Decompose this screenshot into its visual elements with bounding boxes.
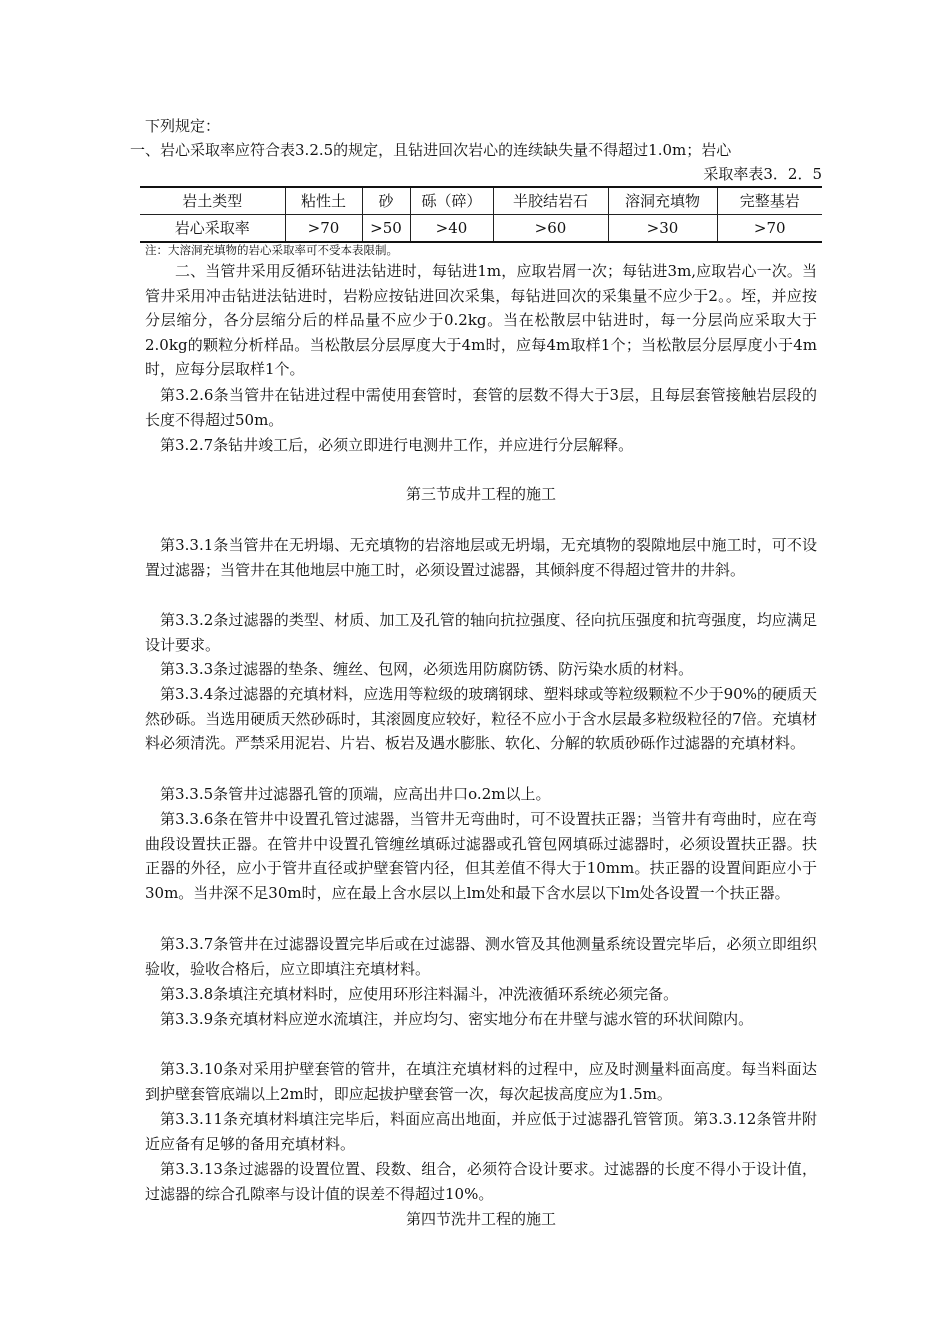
clause-3-3-7: 第3.3.7条管井在过滤器设置完毕后或在过滤器、测水管及其他测量系统设置完毕后，必须立即组织验收，验收合格后，应立即填注充填材料。 [145,935,817,978]
clause-3-3-5: 第3.3.5条管井过滤器孔管的顶端，应高出井口o.2m以上。 [160,785,551,803]
item-2-paragraph: 二、当管井采用反循环钻进法钻进时，每钻进1m，应取岩屑一次；每钻进3m,应取岩心一次。当管井采用冲击钻进法钻进时，岩粉应按钻进回次采集，每钻进回次的采集量不应少于2。。垤，并应按分层缩分，各分层缩分后的样品量不应少于0.2kg。当在松散层中钻进时，每一分层尚应采取大于2.0kg的颗粒分析样品。当松散层分层厚度大于4m时，应每4m取样1个；当松散层分层厚度小于4m时，应每分层取样1个。 [145,262,817,379]
header-cell: 粘性土 [285,187,362,215]
table-row [140,215,822,243]
core-recovery-table [140,186,822,243]
clause-3-3-10: 第3.3.10条对采用护壁套管的管井，在填注充填材料的过程中，应及时测量料面高度。每当料面达到护壁套管底端以上2m时，即应起拔护壁套管一次，每次起拔高度应为1.5m。 [145,1060,817,1103]
header-cell: 岩土类型 [140,187,285,215]
clause-3-3-2: 第3.3.2条过滤器的类型、材质、加工及孔管的轴向抗拉强度、径向抗压强度和抗弯强度，均应满足设计要求。 [145,611,817,654]
row-label-cell: 岩心采取率 [140,215,285,243]
header-cell: 砂 [362,187,410,215]
section-3-title: 第三节成井工程的施工 [405,485,556,503]
value-cell: >60 [493,215,608,243]
clause-3-3-8: 第3.3.8条填注充填材料时，应使用环形注料漏斗，冲洗液循环系统必须完备。 [160,985,679,1003]
header-cell: 溶洞充填物 [608,187,717,215]
header-cell: 砾（碎） [410,187,493,215]
item-1-text: 一、岩心采取率应符合表3.2.5的规定，且钻进回次岩心的连续缺失量不得超过1.0m；岩心 [130,141,732,159]
clause-3-3-4: 第3.3.4条过滤器的充填材料，应选用等粒级的玻璃钢球、塑料球或等粒级颗粒不少于90%的硬质天然砂砾。当选用硬质天然砂砾时，其滚圆度应较好，粒径不应小于含水层最多粒级粒径的7倍。充填材料必须清洗。严禁采用泥岩、片岩、板岩及遇水膨胀、软化、分解的软质砂砾作过滤器的充填材料。 [145,685,817,753]
clause-3-3-3: 第3.3.3条过滤器的垫条、缠丝、包网，必须选用防腐防锈、防污染水质的材料。 [160,660,694,678]
clause-3-3-11: 第3.3.11条充填材料填注完毕后，料面应高出地面，并应低于过滤器孔管管顶。第3.3.12条管井附近应备有足够的备用充填材料。 [145,1110,817,1153]
clause-3-2-6: 第3.2.6条当管井在钻进过程中需使用套管时，套管的层数不得大于3层，且每层套管接触岩层段的长度不得超过50m。 [145,386,817,429]
clause-3-3-13: 第3.3.13条过滤器的设置位置、段数、组合，必须符合设计要求。过滤器的长度不得小于设计值，过滤器的综合孔隙率与设计值的误差不得超过10%。 [145,1160,817,1203]
header-cell: 半胶结岩石 [493,187,608,215]
value-cell: >40 [410,215,493,243]
value-cell: >30 [608,215,717,243]
value-cell: >70 [717,215,822,243]
intro-line: 下列规定： [145,117,221,135]
clause-3-3-6: 第3.3.6条在管井中设置孔管过滤器，当管井无弯曲时，可不设置扶正器；当管井有弯曲时，应在弯曲段设置扶正器。在管井中设置孔管缠丝填砾过滤器或孔管包网填砾过滤器时，必须设置扶正器。扶正器的外径，应小于管井直径或护壁套管内径，但其差值不得大于10mm。扶正器的设置间距应小于30m。当井深不足30m时，应在最上含水层以上lm处和最下含水层以下lm处各设置一个扶正器。 [145,810,817,902]
clause-3-3-9: 第3.3.9条充填材料应逆水流填注，并应均匀、密实地分布在井壁与滤水管的环状间隙内。 [160,1010,754,1028]
table-note: 注：大溶洞充填物的岩心采取率可不受本表限制。 [145,243,398,257]
table-header-row [140,187,822,215]
clause-3-3-1: 第3.3.1条当管井在无坍塌、无充填物的岩溶地层或无坍塌，无充填物的裂隙地层中施工时，可不设置过滤器；当管井在其他地层中施工时，必须设置过滤器，其倾斜度不得超过管井的井斜。 [145,536,817,579]
clause-3-2-7: 第3.2.7条钻井竣工后，必须立即进行电测井工作，并应进行分层解释。 [160,436,634,454]
header-cell: 完整基岩 [717,187,822,215]
value-cell: >70 [285,215,362,243]
value-cell: >50 [362,215,410,243]
table-caption: 采取率表3．2．5 [703,165,822,183]
section-4-title: 第四节洗井工程的施工 [405,1210,556,1228]
